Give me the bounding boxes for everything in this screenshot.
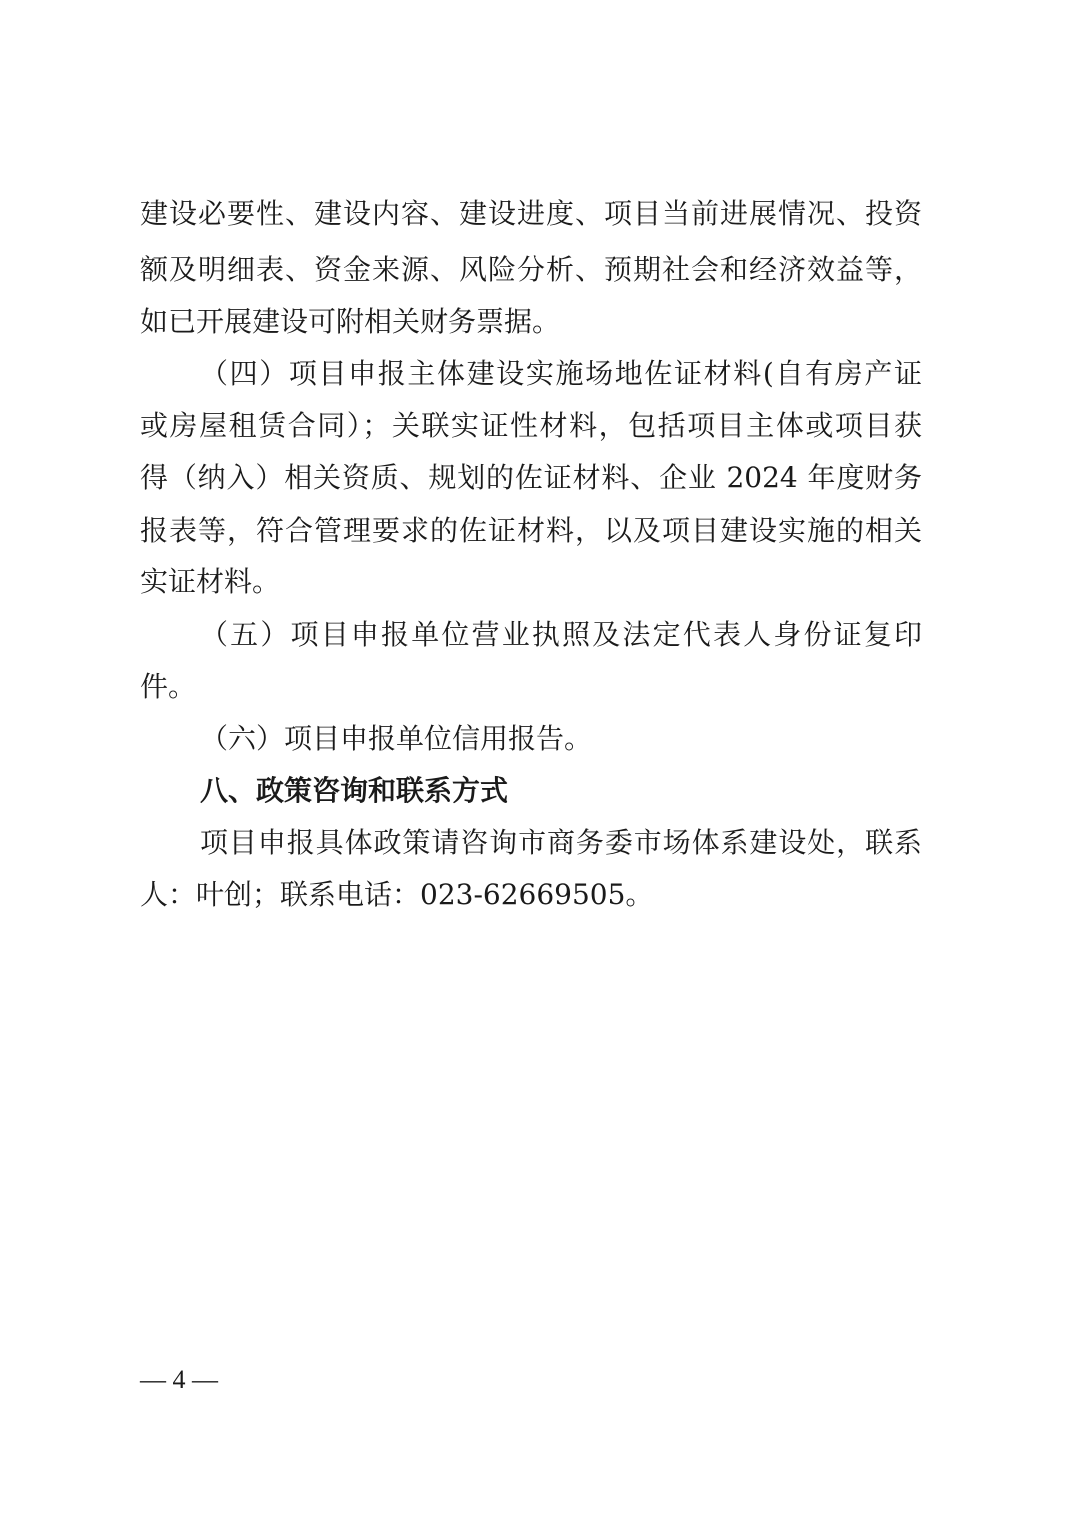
page-number: — 4 — (140, 1365, 218, 1394)
body-text-line: 建设必要性、建设内容、建设进度、项目当前进展情况、投资 (140, 197, 922, 230)
section-heading: 八、政策咨询和联系方式 (200, 774, 509, 807)
body-text-line: 或房屋租赁合同）；关联实证性材料，包括项目主体或项目获 (140, 409, 922, 442)
body-text-line: 报表等，符合管理要求的佐证材料，以及项目建设实施的相关 (140, 514, 922, 547)
body-text-line: 人：叶创；联系电话：023-62669505。 (140, 878, 654, 911)
body-text-line: 额及明细表、资金来源、风险分析、预期社会和经济效益等， (140, 253, 922, 286)
body-text-line: （四）项目申报主体建设实施场地佐证材料(自有房产证 (200, 357, 922, 390)
body-text-line: 件。 (140, 670, 197, 703)
body-text-line: 实证材料。 (140, 565, 281, 598)
body-text-line: （五）项目申报单位营业执照及法定代表人身份证复印 (200, 618, 922, 651)
body-text-line: （六）项目申报单位信用报告。 (200, 722, 593, 755)
body-text-line: 得（纳入）相关资质、规划的佐证材料、企业 2024 年度财务 (140, 461, 922, 494)
body-text-line: 如已开展建设可附相关财务票据。 (140, 305, 561, 338)
body-text-line: 项目申报具体政策请咨询市商务委市场体系建设处，联系 (200, 826, 922, 859)
